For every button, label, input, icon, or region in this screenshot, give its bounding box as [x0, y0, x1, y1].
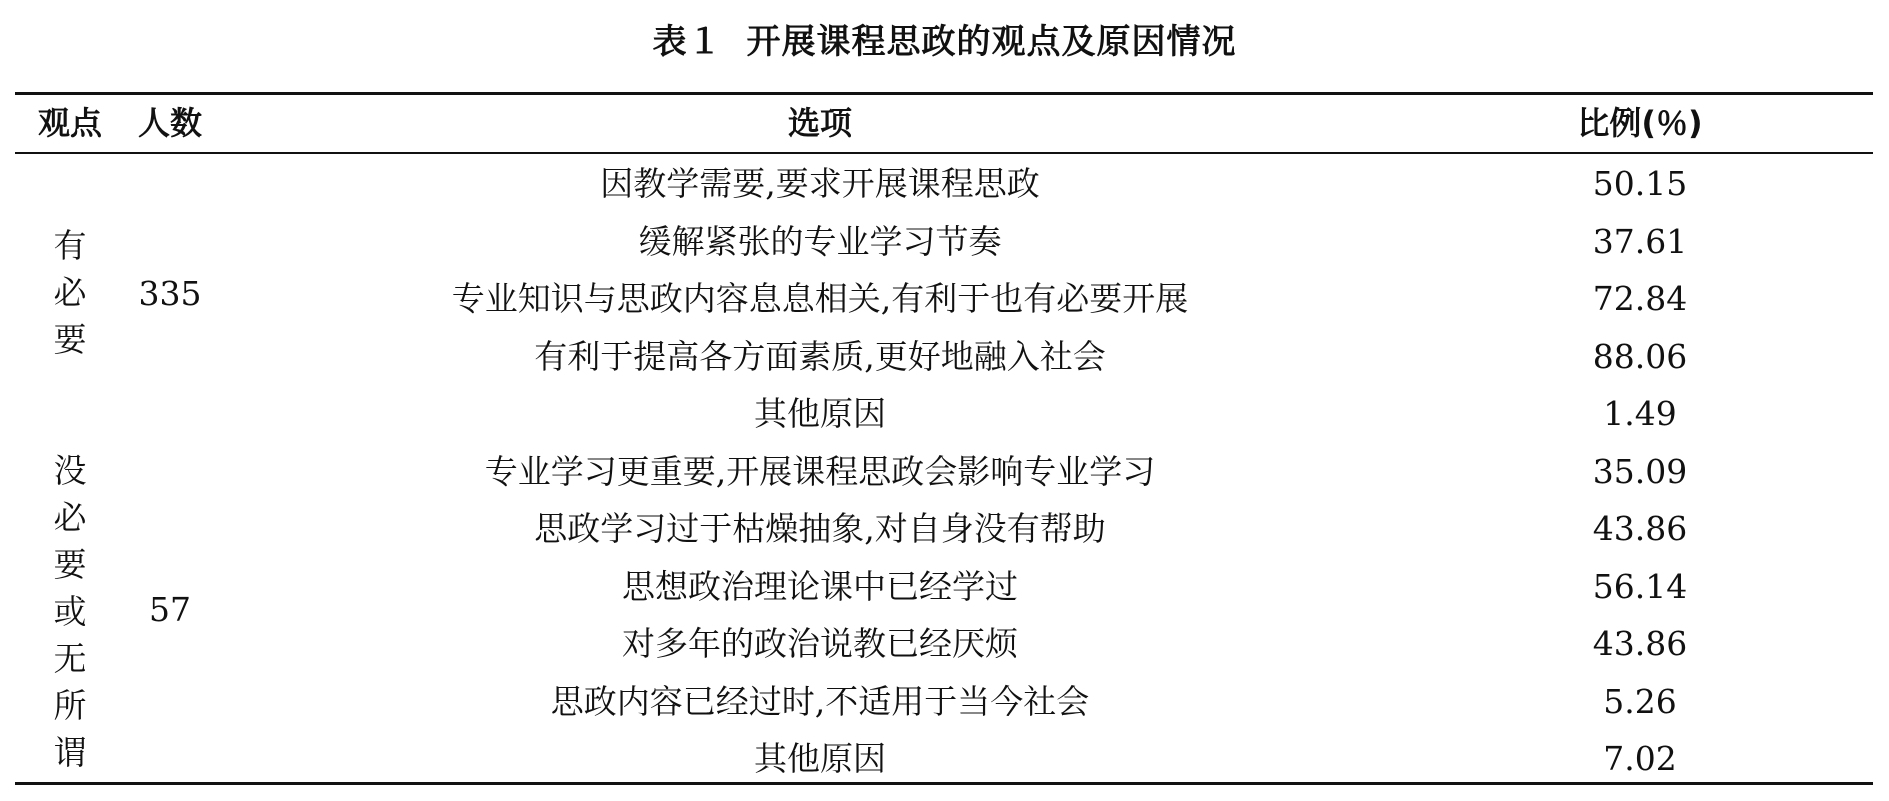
table-row — [0, 270, 1889, 328]
table-row — [0, 673, 1889, 731]
ratio-cell: 1.49 — [1603, 394, 1677, 433]
ratio-cell: 88.06 — [1592, 336, 1688, 376]
option-cell: 对多年的政治说教已经厌烦 — [622, 624, 1018, 663]
header-rule — [15, 152, 1873, 154]
option-cell: 思想政治理论课中已经学过 — [622, 566, 1018, 606]
table-row — [0, 443, 1889, 501]
option-cell: 专业知识与思政内容息息相关,有利于也有必要开展 — [451, 279, 1189, 318]
ratio-cell: 56.14 — [1592, 566, 1688, 606]
ratio-cell: 72.84 — [1592, 279, 1688, 318]
option-cell: 有利于提高各方面素质,更好地融入社会 — [534, 336, 1106, 376]
table-row — [0, 558, 1889, 616]
group-view-label: 有 必 要 — [53, 226, 87, 359]
header-ratio: 比例(％) — [1577, 104, 1703, 142]
option-cell: 思政内容已经过时,不适用于当今社会 — [550, 681, 1090, 721]
table-row — [0, 213, 1889, 271]
header-view: 观点 — [37, 104, 102, 142]
table-row — [0, 328, 1889, 386]
header-count: 人数 — [137, 104, 202, 142]
ratio-cell: 37.61 — [1592, 221, 1688, 261]
option-cell: 缓解紧张的专业学习节奏 — [638, 221, 1002, 261]
option-cell: 专业学习更重要,开展课程思政会影响专业学习 — [484, 451, 1156, 491]
ratio-cell: 43.86 — [1592, 624, 1688, 663]
table-caption: 开展课程思政的观点及原因情况 — [746, 22, 1237, 62]
option-cell: 因教学需要,要求开展课程思政 — [600, 164, 1040, 203]
header-option: 选项 — [787, 104, 852, 142]
ratio-cell: 50.15 — [1592, 164, 1688, 203]
ratio-cell: 35.09 — [1592, 451, 1688, 491]
ratio-cell: 43.86 — [1592, 509, 1688, 548]
table-number: 表１ — [652, 22, 723, 62]
group-count: 335 — [138, 274, 202, 313]
table-row — [0, 615, 1889, 673]
table-row — [0, 730, 1889, 788]
table-row — [0, 385, 1889, 443]
table-body — [0, 155, 1889, 788]
ratio-cell: 5.26 — [1603, 681, 1677, 721]
option-cell: 思政学习过于枯燥抽象,对自身没有帮助 — [534, 509, 1106, 548]
bottom-rule — [15, 782, 1873, 785]
group-count: 57 — [149, 590, 191, 629]
top-rule — [15, 92, 1873, 95]
table-title — [0, 16, 1889, 68]
group-view-label: 没 必 要 或 无 所 谓 — [53, 451, 87, 772]
option-cell: 其他原因 — [754, 394, 886, 433]
table-row — [0, 500, 1889, 558]
table-row — [0, 155, 1889, 213]
ratio-cell: 7.02 — [1603, 739, 1677, 778]
option-cell: 其他原因 — [754, 739, 886, 778]
